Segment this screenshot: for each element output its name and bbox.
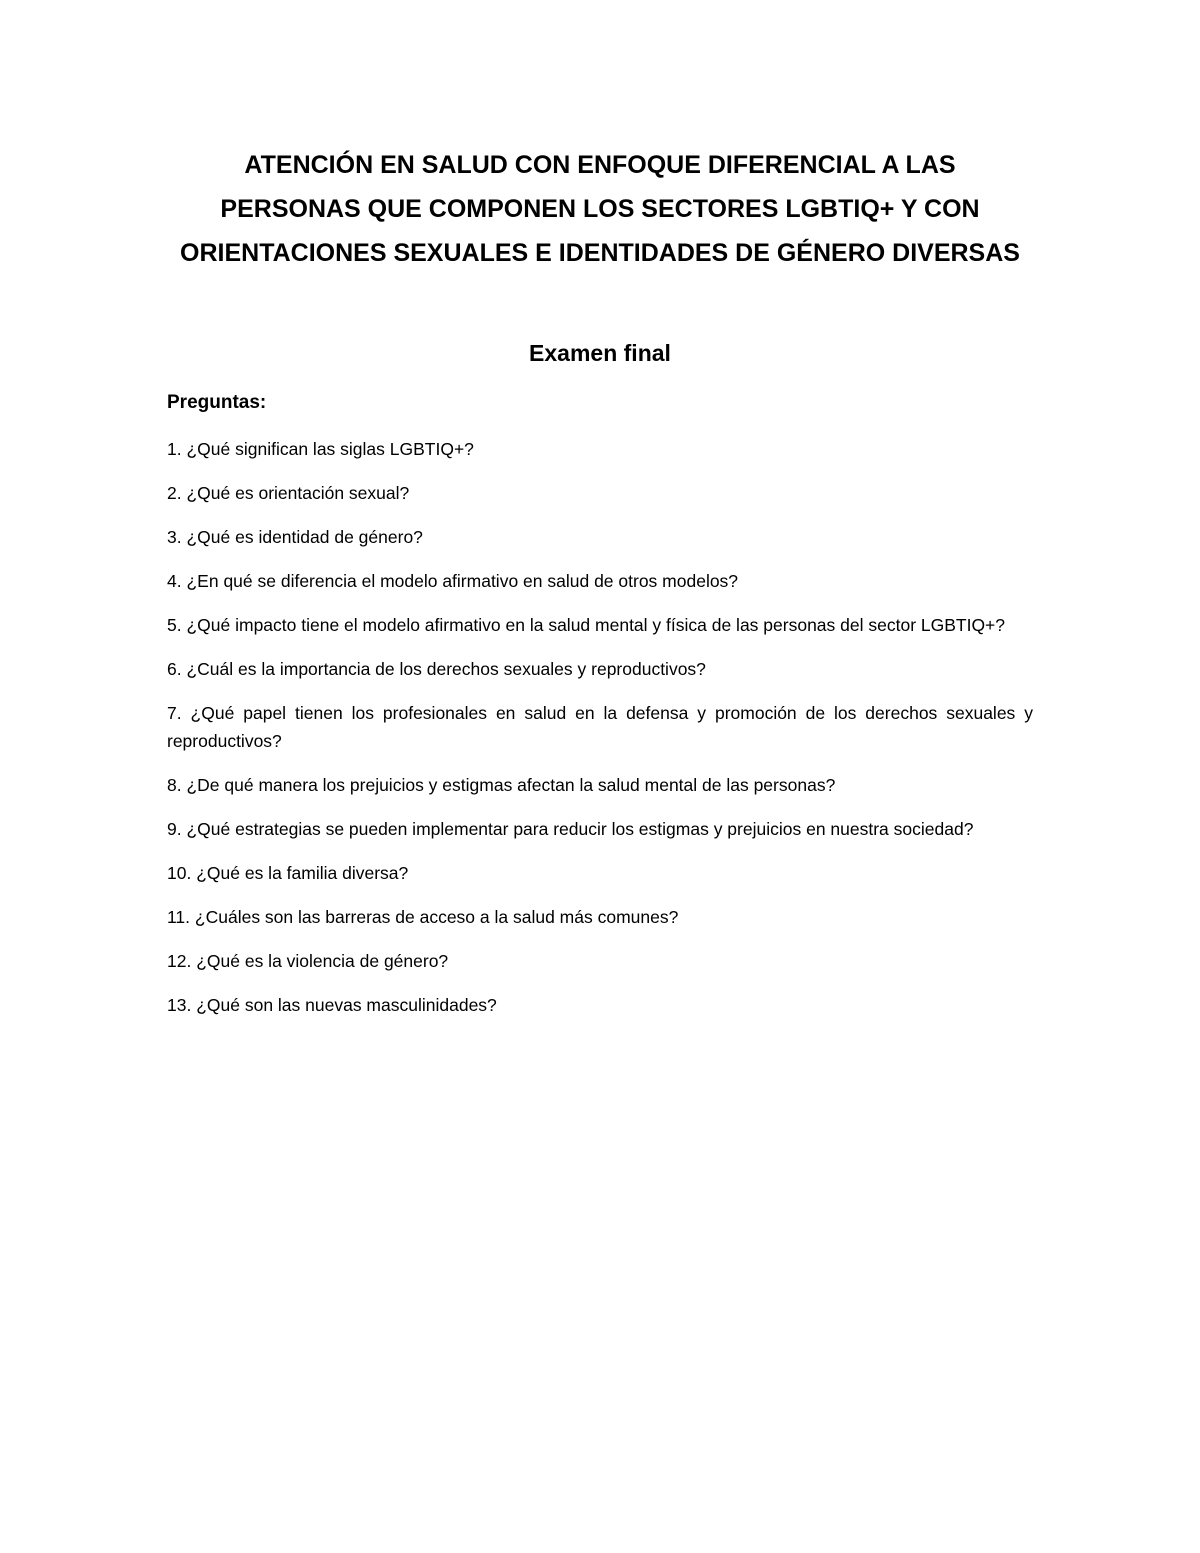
question-text: ¿Qué impacto tiene el modelo afirmativo en la salud mental y física de las personas del sector LGBTIQ+? — [186, 615, 1006, 635]
question-number: 8. — [167, 775, 182, 795]
question-text: ¿Qué significan las siglas LGBTIQ+? — [186, 439, 474, 459]
question-number: 11. — [167, 907, 191, 927]
question-item — [167, 655, 1033, 683]
title-line-1: ATENCIÓN EN SALUD CON ENFOQUE DIFERENCIAL A LAS — [244, 151, 956, 179]
question-number: 7. — [167, 703, 182, 723]
exam-subtitle: Examen final — [529, 340, 671, 366]
question-text: ¿Qué son las nuevas masculinidades? — [196, 995, 497, 1015]
document-title — [150, 143, 1050, 275]
question-number: 6. — [167, 659, 182, 679]
question-number: 1. — [167, 439, 182, 459]
question-number: 4. — [167, 571, 182, 591]
question-number: 10. — [167, 863, 192, 883]
title-line-3: ORIENTACIONES SEXUALES E IDENTIDADES DE GÉNERO DIVERSAS — [180, 239, 1020, 267]
question-item — [167, 611, 1033, 639]
title-line-2: PERSONAS QUE COMPONEN LOS SECTORES LGBTIQ+ Y CON — [220, 195, 980, 223]
question-item — [167, 699, 1033, 755]
questions-heading: Preguntas: — [167, 392, 267, 413]
question-item — [167, 859, 1033, 887]
question-item — [167, 479, 1033, 507]
question-text: ¿Qué papel tienen los profesionales en salud en la defensa y promoción de los derechos sexuales y reproductivos? — [167, 703, 1033, 751]
question-number: 2. — [167, 483, 182, 503]
question-item — [167, 771, 1033, 799]
question-text: ¿De qué manera los prejuicios y estigmas afectan la salud mental de las personas? — [186, 775, 836, 795]
question-item — [167, 523, 1033, 551]
question-number: 9. — [167, 819, 182, 839]
question-number: 3. — [167, 527, 182, 547]
question-text: ¿Qué estrategias se pueden implementar para reducir los estigmas y prejuicios en nuestra sociedad? — [186, 819, 974, 839]
question-text: ¿Cuál es la importancia de los derechos sexuales y reproductivos? — [186, 659, 706, 679]
question-text: ¿Cuáles son las barreras de acceso a la salud más comunes? — [194, 907, 679, 927]
question-item — [167, 435, 1033, 463]
question-text: ¿En qué se diferencia el modelo afirmativo en salud de otros modelos? — [186, 571, 739, 591]
question-number: 12. — [167, 951, 192, 971]
questions-list — [167, 435, 1033, 1035]
question-item — [167, 815, 1033, 843]
question-item — [167, 991, 1033, 1019]
question-item — [167, 567, 1033, 595]
question-text: ¿Qué es la familia diversa? — [196, 863, 409, 883]
question-number: 5. — [167, 615, 182, 635]
question-item — [167, 947, 1033, 975]
question-text: ¿Qué es la violencia de género? — [196, 951, 449, 971]
question-text: ¿Qué es orientación sexual? — [186, 483, 410, 503]
question-number: 13. — [167, 995, 192, 1015]
question-item — [167, 903, 1033, 931]
question-text: ¿Qué es identidad de género? — [186, 527, 423, 547]
